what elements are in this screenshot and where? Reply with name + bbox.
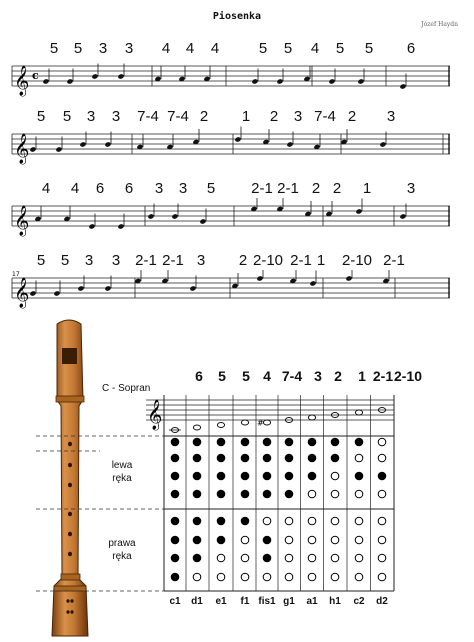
chart-fingering-number: 3: [314, 368, 322, 384]
open-hole: [331, 490, 339, 498]
open-hole: [285, 554, 293, 562]
open-hole: [241, 536, 249, 544]
left-hand-label: lewa ręka: [111, 460, 133, 484]
fingering-number: 5: [36, 108, 46, 125]
fingering-number: 1: [362, 180, 372, 197]
measure-number: 17: [12, 271, 20, 278]
instrument-label: C - Sopran: [102, 383, 151, 394]
whole-note: [263, 420, 270, 425]
closed-hole: [285, 454, 293, 462]
open-hole: [378, 517, 386, 525]
closed-hole: [217, 517, 225, 525]
fingering-number: 3: [111, 252, 121, 269]
fingering-number: 4: [161, 40, 171, 57]
closed-hole: [171, 517, 179, 525]
fingering-number: 4: [185, 40, 195, 57]
fingering-number: 2: [238, 252, 248, 269]
fingering-number: 5: [364, 40, 374, 57]
closed-hole: [171, 438, 179, 446]
open-hole: [241, 554, 249, 562]
open-hole: [285, 573, 293, 581]
fingering-number: 3: [293, 108, 303, 125]
fingering-number: 5: [49, 40, 59, 57]
open-hole: [285, 517, 293, 525]
closed-hole: [241, 438, 249, 446]
closed-hole: [263, 454, 271, 462]
fingering-number: 5: [283, 40, 293, 57]
closed-hole: [285, 438, 293, 446]
fingering-number: 2: [199, 108, 209, 125]
closed-hole: [217, 454, 225, 462]
fingering-number: 2: [347, 108, 357, 125]
closed-hole: [308, 438, 316, 446]
open-hole: [263, 517, 271, 525]
fingering-number: 4: [70, 180, 80, 197]
treble-clef: 𝄞: [14, 206, 30, 236]
fingering-number: 6: [406, 40, 416, 57]
open-hole: [308, 490, 316, 498]
fingering-number: 3: [386, 108, 396, 125]
open-hole: [308, 517, 316, 525]
closed-hole: [193, 438, 201, 446]
open-hole: [308, 573, 316, 581]
fingering-number: 3: [86, 108, 96, 125]
open-hole: [263, 573, 271, 581]
note-name: c1: [169, 596, 181, 607]
note-name: c2: [353, 596, 365, 607]
open-hole: [331, 536, 339, 544]
fingering-number: 1: [316, 252, 326, 269]
fingering-number: 2: [332, 180, 342, 197]
closed-hole: [193, 517, 201, 525]
open-hole: [355, 554, 363, 562]
closed-hole: [217, 536, 225, 544]
closed-hole: [171, 454, 179, 462]
note-name: d1: [191, 596, 203, 607]
open-hole: [331, 554, 339, 562]
closed-hole: [331, 438, 339, 446]
fingering-number: 1: [241, 108, 251, 125]
closed-hole: [263, 536, 271, 544]
closed-hole: [171, 490, 179, 498]
fingering-number: 2-1: [251, 180, 273, 197]
closed-hole: [308, 472, 316, 480]
time-signature: c: [32, 69, 39, 82]
whole-note: [355, 410, 362, 415]
open-hole: [331, 517, 339, 525]
open-hole: [378, 490, 386, 498]
open-hole: [241, 573, 249, 581]
closed-hole: [171, 573, 179, 581]
closed-hole: [285, 490, 293, 498]
fingering-number: 5: [258, 40, 268, 57]
closed-hole: [263, 490, 271, 498]
fingering-number: 4: [310, 40, 320, 57]
closed-hole: [241, 472, 249, 480]
open-hole: [378, 438, 386, 446]
open-hole: [378, 554, 386, 562]
chart-fingering-number: 6: [195, 368, 203, 384]
note-name: fis1: [258, 596, 276, 607]
fingering-number: 3: [178, 180, 188, 197]
closed-hole: [241, 490, 249, 498]
open-hole: [331, 472, 339, 480]
chart-fingering-number: 2-1: [372, 368, 394, 384]
whole-note: [241, 420, 248, 425]
right-hand-label: prawa ręka: [108, 538, 136, 562]
fingering-number: 7-4: [314, 108, 336, 125]
closed-hole: [308, 454, 316, 462]
song-title: Piosenka: [212, 11, 262, 22]
closed-hole: [193, 490, 201, 498]
fingering-number: 4: [41, 180, 51, 197]
treble-clef: 𝄞: [147, 400, 163, 430]
chart-fingering-number: 2-10: [393, 368, 423, 384]
treble-clef: 𝄞: [14, 66, 30, 96]
fingering-number: 3: [84, 252, 94, 269]
note-name: g1: [283, 596, 295, 607]
fingering-number: 3: [154, 180, 164, 197]
whole-note: [217, 423, 224, 428]
closed-hole: [171, 554, 179, 562]
fingering-number: 5: [73, 40, 83, 57]
open-hole: [378, 536, 386, 544]
open-hole: [217, 554, 225, 562]
fingering-number: 2-1: [277, 180, 299, 197]
open-hole: [285, 536, 293, 544]
closed-hole: [355, 472, 363, 480]
treble-clef: 𝄞: [14, 278, 30, 308]
closed-hole: [193, 454, 201, 462]
closed-hole: [263, 554, 271, 562]
fingering-number: 3: [406, 180, 416, 197]
closed-hole: [241, 517, 249, 525]
fingering-number: 3: [98, 40, 108, 57]
closed-hole: [171, 472, 179, 480]
fingering-number: 4: [210, 40, 220, 57]
closed-hole: [217, 438, 225, 446]
note-name: e1: [215, 596, 227, 607]
closed-hole: [263, 438, 271, 446]
closed-hole: [355, 438, 363, 446]
closed-hole: [193, 472, 201, 480]
open-hole: [308, 536, 316, 544]
closed-hole: [241, 454, 249, 462]
closed-hole: [193, 536, 201, 544]
fingering-number: 6: [124, 180, 134, 197]
fingering-number: 3: [196, 252, 206, 269]
fingering-number: 7-4: [167, 108, 189, 125]
closed-hole: [331, 454, 339, 462]
open-hole: [355, 536, 363, 544]
closed-hole: [217, 490, 225, 498]
note-name: h1: [329, 596, 341, 607]
treble-clef: 𝄞: [14, 134, 30, 164]
chart-fingering-number: 5: [242, 368, 250, 384]
open-hole: [378, 573, 386, 581]
closed-hole: [193, 554, 201, 562]
open-hole: [378, 454, 386, 462]
closed-hole: [378, 472, 386, 480]
fingering-number: 5: [62, 108, 72, 125]
fingering-number: 2-1: [162, 252, 184, 269]
chart-fingering-number: 5: [218, 368, 226, 384]
open-hole: [355, 573, 363, 581]
chart-fingering-number: 1: [358, 368, 366, 384]
fingering-number: 5: [206, 180, 216, 197]
open-hole: [308, 554, 316, 562]
fingering-number: 5: [60, 252, 70, 269]
fingering-number: 5: [335, 40, 345, 57]
fingering-number: 2-1: [290, 252, 312, 269]
fingering-number: 2: [311, 180, 321, 197]
note-name: f1: [240, 596, 250, 607]
fingering-number: 3: [124, 40, 134, 57]
whole-note: [308, 415, 315, 420]
note-name: a1: [306, 596, 318, 607]
note-name: d2: [376, 596, 388, 607]
whole-note: [193, 425, 200, 430]
open-hole: [355, 454, 363, 462]
fingering-number: 3: [111, 108, 121, 125]
closed-hole: [285, 472, 293, 480]
chart-fingering-number: 7-4: [281, 368, 303, 384]
open-hole: [355, 490, 363, 498]
open-hole: [217, 573, 225, 581]
fingering-number: 6: [95, 180, 105, 197]
chart-fingering-number: 2: [334, 368, 342, 384]
closed-hole: [217, 472, 225, 480]
composer-name: Józef Haydn: [421, 21, 458, 28]
open-hole: [331, 573, 339, 581]
fingering-number: 2-1: [135, 252, 157, 269]
sharp-sign: #: [257, 418, 264, 428]
fingering-number: 2-1: [383, 252, 405, 269]
closed-hole: [171, 536, 179, 544]
fingering-number: 7-4: [137, 108, 159, 125]
open-hole: [355, 517, 363, 525]
fingering-number: 2: [269, 108, 279, 125]
fingering-number: 2-10: [341, 252, 373, 269]
open-hole: [193, 573, 201, 581]
fingering-number: 5: [36, 252, 46, 269]
chart-fingering-number: 4: [263, 368, 271, 384]
closed-hole: [263, 472, 271, 480]
fingering-number: 2-10: [252, 252, 284, 269]
